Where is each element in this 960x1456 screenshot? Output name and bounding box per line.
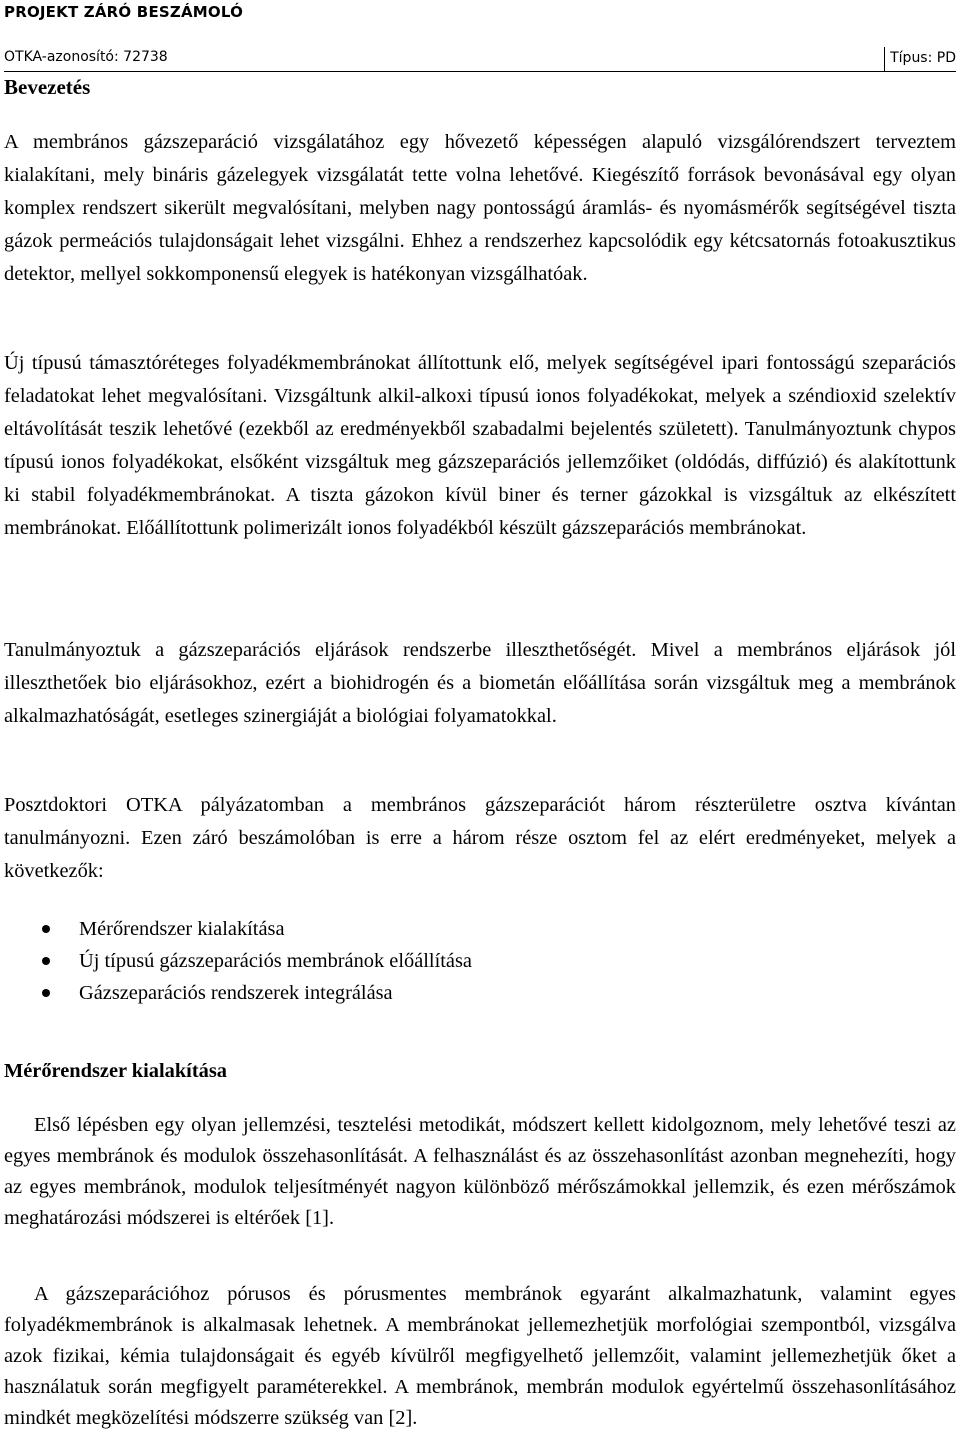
intro-paragraph-4: Posztdoktori OTKA pályázatomban a membrános gázszeparációt három részterületre osztva kívántan tanulmányozni. Ezen záró beszámolóban is erre a három része osztom fel az elért eredményeket, melyek a következők: xyxy=(4,794,956,882)
intro-paragraph-3: Tanulmányoztuk a gázszeparációs eljárások rendszerbe illeszthetőségét. Mivel a membrános eljárások jól illeszthetőek bio eljárásokhoz, ezért a biohidrogén és a biometán előállítása során vizsgáltuk meg a membránok alkalmazhatóságát, esetleges szinergiáját a biológiai folyamatokkal. xyxy=(4,639,956,727)
section-paragraph-2: A gázszeparációhoz pórusos és pórusmentes membránok egyaránt alkalmazhatunk, valamint egyes folyadékmembránok is alkalmasak lehetnek. A membránokat jellemezhetjük morfológiai szempontból, vizsgálva azok fizikai, kémia tulajdonságait és egyéb kívülről megfigyelhető jellemzőit, valamint jellemezhetjük őket a használatuk során megfigyelt paraméterekkel. A membránok, membrán modulok egyértelmű összehasonlításához mindkét megközelítési módszerre szükség van [2]. xyxy=(4,1283,956,1429)
section-paragraph-1: Első lépésben egy olyan jellemzési, tesztelési metodikát, módszert kellett kidolgoznom, mely lehetővé teszi az egyes membránok és modulok összehasonlítását. A felhasználást és az összehasonlítást azonban megnehezíti, hogy az egyes membránok, modulok teljesítményét nagyon különböző mérőszámokkal jellemzik, és ezen mérőszámok meghatározási módszerei is eltérőek [1]. xyxy=(4,1114,956,1229)
report-title: PROJEKT ZÁRÓ BESZÁMOLÓ xyxy=(4,3,244,21)
list-item xyxy=(4,913,472,945)
otka-id: OTKA-azonosító: 72738 xyxy=(4,49,168,65)
list-item-label: Gázszeparációs rendszerek integrálása xyxy=(79,982,393,1004)
intro-paragraph-2: Új típusú támasztóréteges folyadékmembránokat állítottunk elő, melyek segítségével ipari fontosságú szeparációs feladatokat lehet megvalósítani. Vizsgáltunk alkil-alkoxi típusú ionos folyadékokat, melyek a széndioxid szelektív eltávolítását teszik lehetővé (ezekből az eredményekből szabadalmi bejelentés született). Tanulmányoztunk chypos típusú ionos folyadékokat, elsőként vizsgáltuk meg gázszeparációs jellemzőiket (oldódás, diffúzió) és alakítottunk ki stabil folyadékmembránokat. A tiszta gázokon kívül biner és terner gázokkal is vizsgáltuk az elkészített membránokat. Előállítottunk polimerizált ionos folyadékból készült gázszeparációs membránokat. xyxy=(4,352,956,539)
list-item-label: Mérőrendszer kialakítása xyxy=(79,918,285,940)
list-item xyxy=(4,945,472,977)
bullet-icon xyxy=(42,957,50,965)
intro-heading: Bevezetés xyxy=(4,75,91,99)
list-item-label: Új típusú gázszeparációs membránok előállítása xyxy=(79,950,472,972)
report-type: Típus: PD xyxy=(884,47,956,72)
intro-paragraph-1: A membrános gázszeparáció vizsgálatához egy hővezető képességen alapuló vizsgálórendszert terveztem kialakítani, mely bináris gázelegyek vizsgálatát tette volna lehetővé. Kiegészítő források bevonásával egy olyan komplex rendszert sikerült megvalósítani, melyben nagy pontosságú áramlás- és nyomásmérők segítségével tiszta gázok permeációs tulajdonságait lehet vizsgálni. Ehhez a rendszerhez kapcsolódik egy kétcsatornás fotoakusztikus detektor, mellyel sokkomponensű elegyek is hatékonyan vizsgálhatóak. xyxy=(4,131,956,285)
bullet-icon xyxy=(42,989,50,997)
list-item xyxy=(4,977,472,1009)
bullet-icon xyxy=(42,925,50,933)
section-heading: Mérőrendszer kialakítása xyxy=(4,1060,227,1082)
header-row xyxy=(4,47,956,72)
results-list xyxy=(4,913,472,1009)
